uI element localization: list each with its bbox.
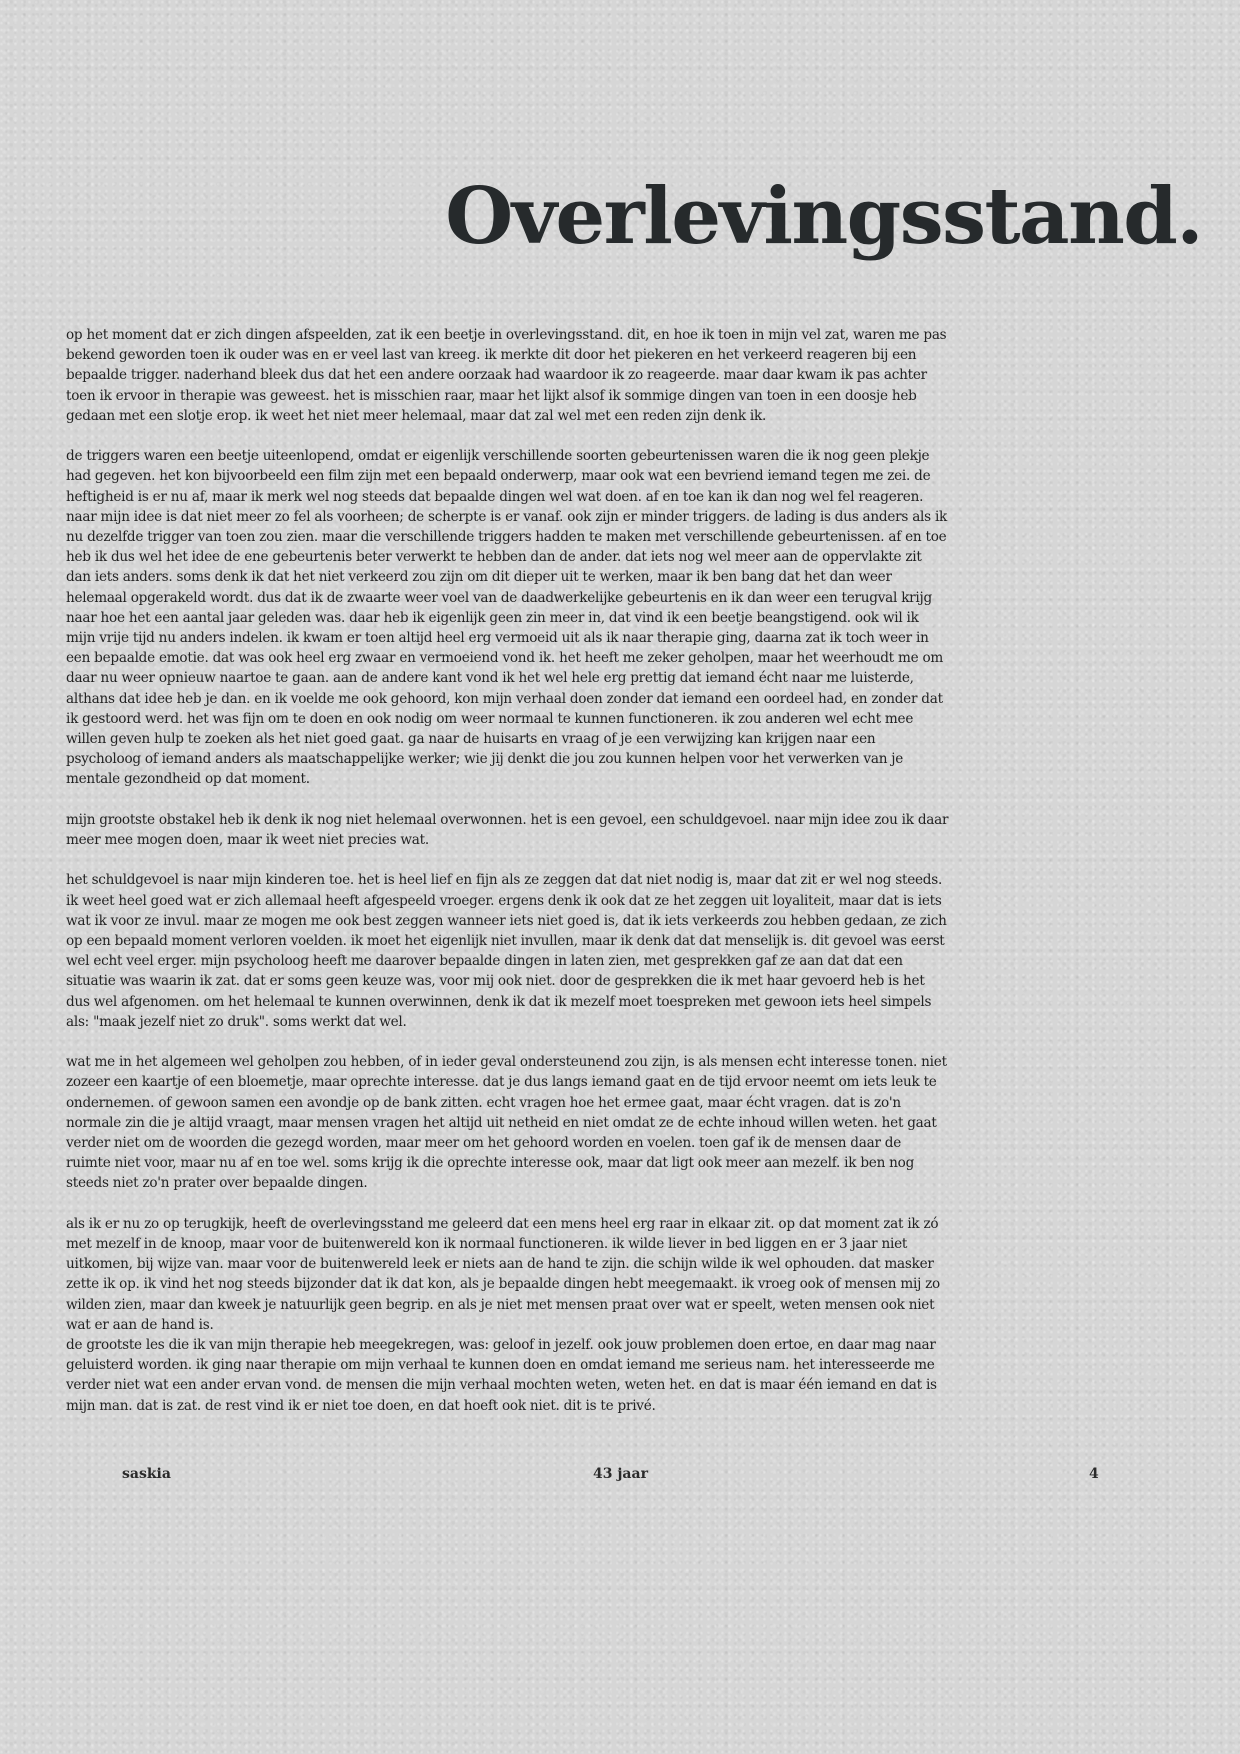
article-body [66,325,949,1436]
paragraph: het schuldgevoel is naar mijn kinderen toe. het is heel lief en fijn als ze zeggen dat dat niet nodig is, maar dat zit er wel nog steeds. ik weet heel goed wat er zich allemaal heeft afgespeeld vroeger. ergens denk ik ook dat ze het zeggen uit loyaliteit, maar dat is iets wat ik voor ze invul. maar ze mogen me ook best zeggen wanneer iets niet goed is, dat ik iets verkeerds zou hebben gedaan, ze zich op een bepaald moment verloren voelden. ik moet het eigenlijk niet invullen, maar ik denk dat dat menselijk is. dit gevoel was eerst wel echt veel erger. mijn psycholoog heeft me daarover bepaalde dingen in laten zien, met gesprekken gaf ze aan dat dat een situatie was waarin ik zat. dat er soms geen keuze was, voor mij ook niet. door de gesprekken die ik met haar gevoerd heb is het dus wel afgenomen. om het helemaal te kunnen overwinnen, denk ik dat ik mezelf moet toespreken met gewoon iets heel simpels als: "maak jezelf niet zo druk". soms werkt dat wel. [66,872,947,1030]
paragraph: de grootste les die ik van mijn therapie heb meegekregen, was: geloof in jezelf. ook jouw problemen doen ertoe, en daar mag naar geluisterd worden. ik ging naar therapie om mijn verhaal te kunnen doen en omdat iemand me serieus nam. het interesseerde me verder niet wat een ander ervan vond. de mensen die mijn verhaal mochten weten, weten het. en dat is maar één iemand en dat is mijn man. dat is zat. de rest vind ik er niet toe doen, en dat hoeft ook niet. dit is te privé. [66,1337,937,1414]
paragraph: mijn grootste obstakel heb ik denk ik nog niet helemaal overwonnen. het is een gevoel, een schuldgevoel. naar mijn idee zou ik daar meer mee mogen doen, maar ik weet niet precies wat. [66,811,949,849]
paragraph: op het moment dat er zich dingen afspeelden, zat ik een beetje in overlevingsstand. dit, en hoe ik toen in mijn vel zat, waren me pas bekend geworden toen ik ouder was en er veel last van kreeg. ik merkte dit door het piekeren en het verkeerd reageren bij een bepaalde trigger. naderhand bleek dus dat het een andere oorzaak had waardoor ik zo reageerde. maar daar kwam ik pas achter toen ik ervoor in therapie was geweest. het is misschien raar, maar het lijkt alsof ik sommige dingen van toen in een doosje heb gedaan met een slotje erop. ik weet het niet meer helemaal, maar dat zal wel met een reden zijn denk ik. [66,327,947,424]
paragraph: als ik er nu zo op terugkijk, heeft de overlevingsstand me geleerd dat een mens heel erg raar in elkaar zit. op dat moment zat ik zó met mezelf in de knoop, maar voor de buitenwereld kon ik normaal functioneren. ik wilde liever in bed liggen en er 3 jaar niet uitkomen, bij wijze van. maar voor de buitenwereld leek er niets aan de hand te zijn. die schijn wilde ik wel ophouden. dat masker zette ik op. ik vind het nog steeds bijzonder dat ik dat kon, als je bepaalde dingen hebt meegemaakt. ik vroeg ook of mensen mij zo wilden zien, maar dan kweek je natuurlijk geen begrip. en als je niet met mensen praat over wat er speelt, weten mensen ook niet wat er aan de hand is. [66,1215,940,1333]
paragraph: de triggers waren een beetje uiteenlopend, omdat er eigenlijk verschillende soorten gebeurtenissen waren die ik nog geen plekje had gegeven. het kon bijvoorbeeld een film zijn met een bepaald onderwerp, maar ook wat een bevriend iemand tegen me zei. de heftigheid is er nu af, maar ik merk wel nog steeds dat bepaalde dingen wel wat doen. af en toe kan ik dan nog wel fel reageren. naar mijn idee is dat niet meer zo fel als voorheen; de scherpte is er vanaf. ook zijn er minder triggers. de lading is dus anders als ik nu dezelfde trigger van toen zou zien. maar die verschillende triggers hadden te maken met verschillende gebeurtenissen. af en toe heb ik dus wel het idee de ene gebeurtenis beter verwerkt te hebben dan de ander. dat iets nog wel meer aan de oppervlakte zit dan iets anders. soms denk ik dat het niet verkeerd zou zijn om dit dieper uit te werken, maar ik ben bang dat het dan weer helemaal opgerakeld wordt. dus dat ik de zwaarte weer voel van de daadwerkelijke gebeurtenis en ik dan weer een terugval krijg naar hoe het een aantal jaar geleden was. daar heb ik eigenlijk geen zin meer in, dat vind ik een beetje beangstigend. ook wil ik mijn vrije tijd nu anders indelen. ik kwam er toen altijd heel erg vermoeid uit als ik naar therapie ging, daarna zat ik toch weer in een bepaalde emotie. dat was ook heel erg zwaar en vermoeiend vond ik. het heeft me zeker geholpen, maar het weerhoudt me om daar nu weer opnieuw naartoe te gaan. aan de andere kant vond ik het wel hele erg prettig dat iemand écht naar me luisterde, althans dat idee heb je dan. en ik voelde me ook gehoord, kon mijn verhaal doen zonder dat iemand een oordeel had, en zonder dat ik gestoord werd. het was fijn om te doen en ook nodig om weer normaal te kunnen functioneren. ik zou anderen wel echt mee willen geven hulp te zoeken als het niet goed gaat. ga naar de huisarts en vraag of je een verwijzing kan krijgen naar een psycholoog of iemand anders als maatschappelijke werker; wie jij denkt die jou zou kunnen helpen voor het verwerken van je mentale gezondheid op dat moment. [66,448,948,788]
footer-page-number: 4 [1089,1466,1099,1482]
paragraph: wat me in het algemeen wel geholpen zou hebben, of in ieder geval ondersteunend zou zijn, is als mensen echt interesse tonen. niet zozeer een kaartje of een bloemetje, maar oprechte interesse. dat je dus langs iemand gaat en de tijd ervoor neemt om iets leuk te ondernemen. of gewoon samen een avondje op de bank zitten. echt vragen hoe het ermee gaat, maar écht vragen. dat is zo'n normale zin die je altijd vraagt, maar mensen vragen het altijd uit netheid en niet omdat ze de echte inhoud willen weten. het gaat verder niet om de woorden die gezegd worden, maar meer om het gehoord worden en voelen. toen gaf ik de mensen daar de ruimte niet voor, maar nu af en toe wel. soms krijg ik die oprechte interesse ook, maar dat ligt ook meer aan mezelf. ik ben nog steeds niet zo'n prater over bepaalde dingen. [66,1054,947,1192]
footer-author-name: saskia [122,1466,171,1482]
footer-author-age: 43 jaar [593,1466,648,1482]
page-title: Overlevingsstand. [445,171,1202,262]
